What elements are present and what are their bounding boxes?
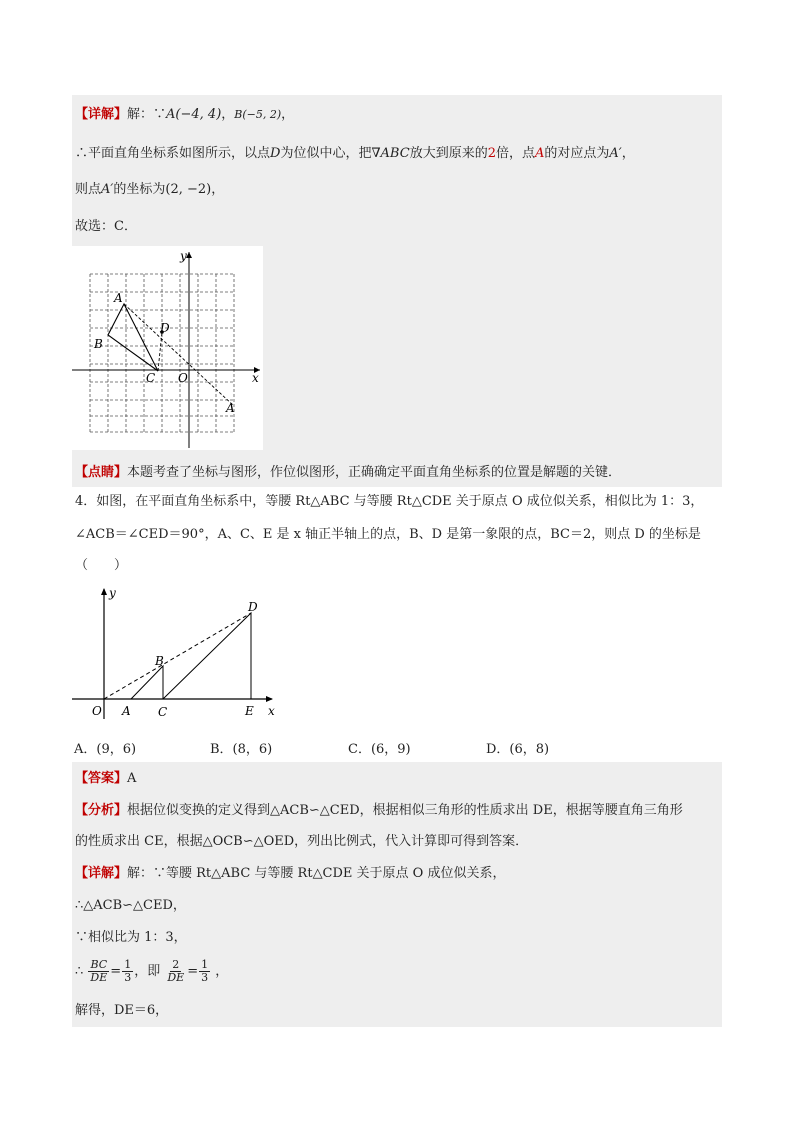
answer-value: A (127, 771, 137, 786)
point-d: D (270, 146, 281, 161)
figure-grid-triangle (72, 246, 263, 450)
detail2-line-3: ∵相似比为 1：3， (75, 930, 187, 945)
numerator: 1 (124, 958, 132, 971)
label-c: C (158, 705, 168, 719)
text: ， (215, 964, 229, 979)
detail2-line-5: 解得，DE＝6， (75, 1003, 169, 1018)
option-b[interactable]: B．(8，6) (210, 742, 273, 757)
equals: = (187, 964, 199, 979)
separator: ， (221, 107, 235, 122)
equals: = (110, 964, 122, 979)
numerator: BC (90, 958, 108, 971)
detail-text: 解：∵等腰 Rt△ABC 与等腰 Rt△CDE 关于原点 O 成位似关系， (127, 866, 506, 881)
therefore: ∴ (75, 964, 84, 979)
fraction-one-third-2 (199, 959, 210, 984)
detail-line-2 (75, 145, 635, 163)
label-a: A (114, 291, 123, 305)
numerator: 2 (172, 958, 180, 971)
analysis-line-2: 的性质求出 CE，根据△OCB∽△OED，列出比例式，代入计算即可得到答案． (75, 834, 529, 849)
text: 则点 (75, 182, 102, 197)
detail-line-1 (75, 106, 294, 124)
figure-2-svg (72, 585, 278, 720)
label-b: B (155, 654, 164, 668)
detail2-line-1 (75, 865, 505, 883)
result-coord: (2, −2) (165, 182, 212, 197)
figure-similar-triangles (72, 585, 278, 720)
key-point-line (75, 464, 621, 482)
denominator: DE (167, 971, 185, 984)
text: 倍，点 (495, 146, 535, 161)
label-x: x (252, 371, 259, 385)
option-d[interactable]: D．(6，8) (486, 742, 550, 757)
label-c: C (146, 371, 156, 385)
fraction-one-third (122, 959, 133, 984)
analysis-line-1 (75, 802, 683, 820)
triangle-abc (131, 666, 163, 699)
detail-line-3 (75, 181, 224, 199)
y-arrow (101, 588, 107, 595)
detail-text: 解：∵ (127, 107, 167, 122)
point-a-coord: A(−4, 4) (166, 107, 222, 122)
text: 放大到原来的 (409, 146, 488, 161)
analysis-tag: 【分析】 (75, 803, 128, 818)
text: ， (621, 146, 635, 161)
label-a-prime: A (226, 401, 235, 415)
label-e: E (245, 704, 254, 718)
dashed-a-line (124, 304, 234, 406)
denominator: DE (90, 971, 108, 984)
denominator: 3 (124, 971, 132, 984)
dashed-od-line (104, 613, 251, 699)
denominator: 3 (201, 971, 209, 984)
analysis-text: DE，根据等腰直角三角形 (528, 803, 683, 818)
label-d: D (248, 600, 258, 614)
scale-factor: 2 (487, 146, 496, 161)
fraction-bc-de (88, 959, 109, 984)
label-a: A (122, 704, 131, 718)
point-a-prime: A′ (609, 146, 622, 161)
label-y: y (109, 586, 116, 600)
y-arrow (186, 252, 192, 258)
x-arrow (266, 696, 273, 702)
question-line-3: （ ） (75, 558, 128, 573)
label-d: D (160, 321, 170, 335)
question-line-1: 4．如图，在平面直角坐标系中，等腰 Rt△ABC 与等腰 Rt△CDE 关于原点 O 成位似关系，相似比为 1：3， (75, 494, 704, 509)
label-o: O (178, 371, 188, 385)
detail-tag: 【详解】 (75, 866, 128, 881)
analysis-text: 根据位似变换的定义得到△ACB∽△CED，根据相似三角形的性质求出 (127, 803, 529, 818)
numerator: 1 (201, 958, 209, 971)
detail-line-4: 故选：C． (75, 219, 137, 234)
figure-1-svg (72, 246, 263, 450)
answer-tag: 【答案】 (75, 771, 128, 786)
text: 为位似中心，把 (280, 146, 372, 161)
triangle-abc (108, 304, 158, 371)
label-o: O (92, 704, 102, 718)
text: ， (211, 182, 225, 197)
text: ，即 (134, 964, 161, 979)
answer-line (75, 770, 136, 788)
triangle-cde (163, 613, 251, 699)
option-a[interactable]: A．(9，6) (74, 742, 137, 757)
question-line-2: ∠ACB＝∠CED＝90°，A、C、E 是 x 轴正半轴上的点，B、D 是第一象限的点，BC＝2，则点 D 的坐标是 (75, 527, 701, 542)
text: 的坐标为 (113, 182, 166, 197)
key-point-text: 本题考查了坐标与图形，作位似图形，正确确定平面直角坐标系的位置是解题的关键． (127, 465, 622, 480)
label-y: y (180, 249, 187, 263)
point-a-prime: A′ (101, 182, 114, 197)
detail-tag: 【详解】 (75, 107, 128, 122)
fraction-two-de (165, 959, 186, 984)
dashed-c-line (158, 332, 162, 371)
label-b: B (94, 337, 103, 351)
text: ∴平面直角坐标系如图所示，以点 (75, 146, 271, 161)
point-b-coord: B(−5, 2) (234, 108, 282, 121)
key-point-tag: 【点睛】 (75, 465, 128, 480)
detail2-line-4 (75, 958, 228, 986)
detail2-line-2: ∴△ACB∽△CED， (75, 898, 186, 913)
option-c[interactable]: C．(6，9) (348, 742, 411, 757)
triangle-abc: ∇ABC (371, 146, 410, 161)
text: 的对应点为 (544, 146, 610, 161)
line-end: ， (281, 107, 295, 122)
point-a: A (535, 146, 545, 161)
grid-lines (90, 274, 234, 432)
label-x: x (268, 704, 275, 718)
